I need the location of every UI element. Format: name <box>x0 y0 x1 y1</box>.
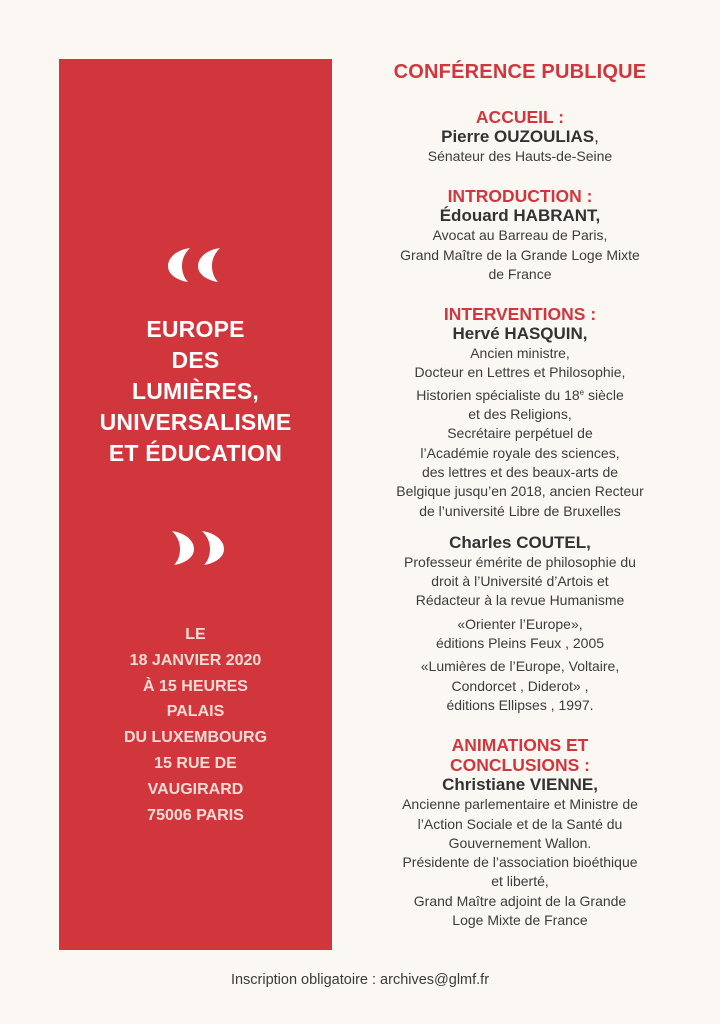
event-detail-line: LE <box>185 626 206 643</box>
section-accueil <box>352 107 688 166</box>
event-time: À 15 HEURES <box>143 677 248 695</box>
section-heading: ANIMATIONS ET <box>451 735 589 756</box>
closing-quote-icon <box>59 529 332 569</box>
conference-title <box>59 314 332 469</box>
description-line <box>352 383 688 405</box>
speaker-name: Édouard HABRANT, <box>439 206 601 226</box>
description-line: Gouvernement Wallon. <box>448 834 592 851</box>
description-line: Grand Maître adjoint de la Grande <box>413 892 627 909</box>
title-line: LUMIÈRES, <box>131 378 260 404</box>
section-heading: CONCLUSIONS : <box>450 755 590 776</box>
speaker-name: Charles COUTEL, <box>449 532 591 552</box>
speaker-name <box>352 127 688 147</box>
event-address: VAUGIRARD <box>147 780 244 798</box>
book-reference <box>352 615 688 654</box>
description-line: et des Religions, <box>468 406 572 423</box>
speaker-description <box>352 795 688 930</box>
section-introduction <box>352 186 688 284</box>
red-title-panel <box>59 59 332 950</box>
description-line: de France <box>488 265 552 282</box>
page-title: CONFÉRENCE PUBLIQUE <box>393 61 647 83</box>
program-column <box>352 59 688 942</box>
ordinal-superscript: e <box>579 387 585 397</box>
description-line: Condorcet , Diderot» , <box>451 677 589 694</box>
description-line: Grand Maître de la Grande Loge Mixte <box>400 246 640 263</box>
description-line: des lettres et des beaux-arts de <box>421 463 619 480</box>
description-line: «Orienter l’Europe», <box>457 615 583 632</box>
description-line: l’Académie royale des sciences, <box>420 444 620 461</box>
speaker-name-text: Pierre OUZOULIAS <box>441 127 595 146</box>
description-text: siècle <box>584 386 624 403</box>
event-city: 75006 PARIS <box>147 806 244 824</box>
event-venue: PALAIS <box>166 703 225 721</box>
description-line: Secrétaire perpétuel de <box>447 425 593 442</box>
event-address: 15 RUE DE <box>154 754 237 772</box>
event-venue: DU LUXEMBOURG <box>123 729 268 747</box>
event-details <box>59 622 332 828</box>
title-line: UNIVERSALISME <box>99 409 292 435</box>
description-line: Belgique jusqu’en 2018, ancien Recteur <box>396 483 644 500</box>
speaker-description <box>352 553 688 611</box>
description-line: l’Action Sociale et de la Santé du <box>417 815 623 832</box>
section-interventions <box>352 304 688 715</box>
description-line: Ancienne parlementaire et Ministre de <box>402 796 638 813</box>
description-line: et liberté, <box>491 873 549 890</box>
description-line: «Lumières de l’Europe, Voltaire, <box>420 658 620 675</box>
registration-email-link[interactable]: archives@glmf.fr <box>380 972 490 988</box>
description-line: Sénateur des Hauts-de-Seine <box>427 148 613 164</box>
description-line: droit à l’Université d’Artois et <box>431 573 609 590</box>
description-line: Présidente de l’association bioéthique <box>402 854 638 871</box>
speaker-description <box>352 147 688 166</box>
description-line: Avocat au Barreau de Paris, <box>432 227 608 244</box>
description-line: de l’université Libre de Bruxelles <box>419 502 621 519</box>
description-line: Professeur émérite de philosophie du <box>404 553 636 570</box>
registration-footer <box>0 972 720 988</box>
event-date: 18 JANVIER 2020 <box>129 651 262 669</box>
description-line: Docteur en Lettres et Philosophie, <box>414 364 626 381</box>
description-line: Rédacteur à la revue Humanisme <box>415 592 625 609</box>
section-conclusions <box>352 735 688 930</box>
speaker-name: Hervé HASQUIN, <box>452 324 588 344</box>
title-line: ET ÉDUCATION <box>108 440 283 466</box>
registration-label: Inscription obligatoire : <box>230 972 381 988</box>
description-line: Loge Mixte de France <box>452 912 588 929</box>
opening-quote-icon <box>59 244 332 284</box>
description-line: éditions Ellipses , 1997. <box>446 696 594 713</box>
title-line: EUROPE <box>146 316 245 342</box>
speaker-name: Christiane VIENNE, <box>442 775 598 795</box>
description-line: éditions Pleins Feux , 2005 <box>435 635 605 652</box>
section-heading: ACCUEIL : <box>475 107 565 127</box>
section-heading: INTRODUCTION : <box>447 186 593 207</box>
speaker-name-comma: , <box>594 127 599 146</box>
section-heading: INTERVENTIONS : <box>443 304 597 325</box>
speaker-description <box>352 226 688 284</box>
description-text: Historien spécialiste du 18 <box>416 386 580 403</box>
description-line: Ancien ministre, <box>470 345 570 362</box>
book-reference <box>352 657 688 715</box>
speaker-description <box>352 344 688 521</box>
title-line: DES <box>171 347 220 373</box>
